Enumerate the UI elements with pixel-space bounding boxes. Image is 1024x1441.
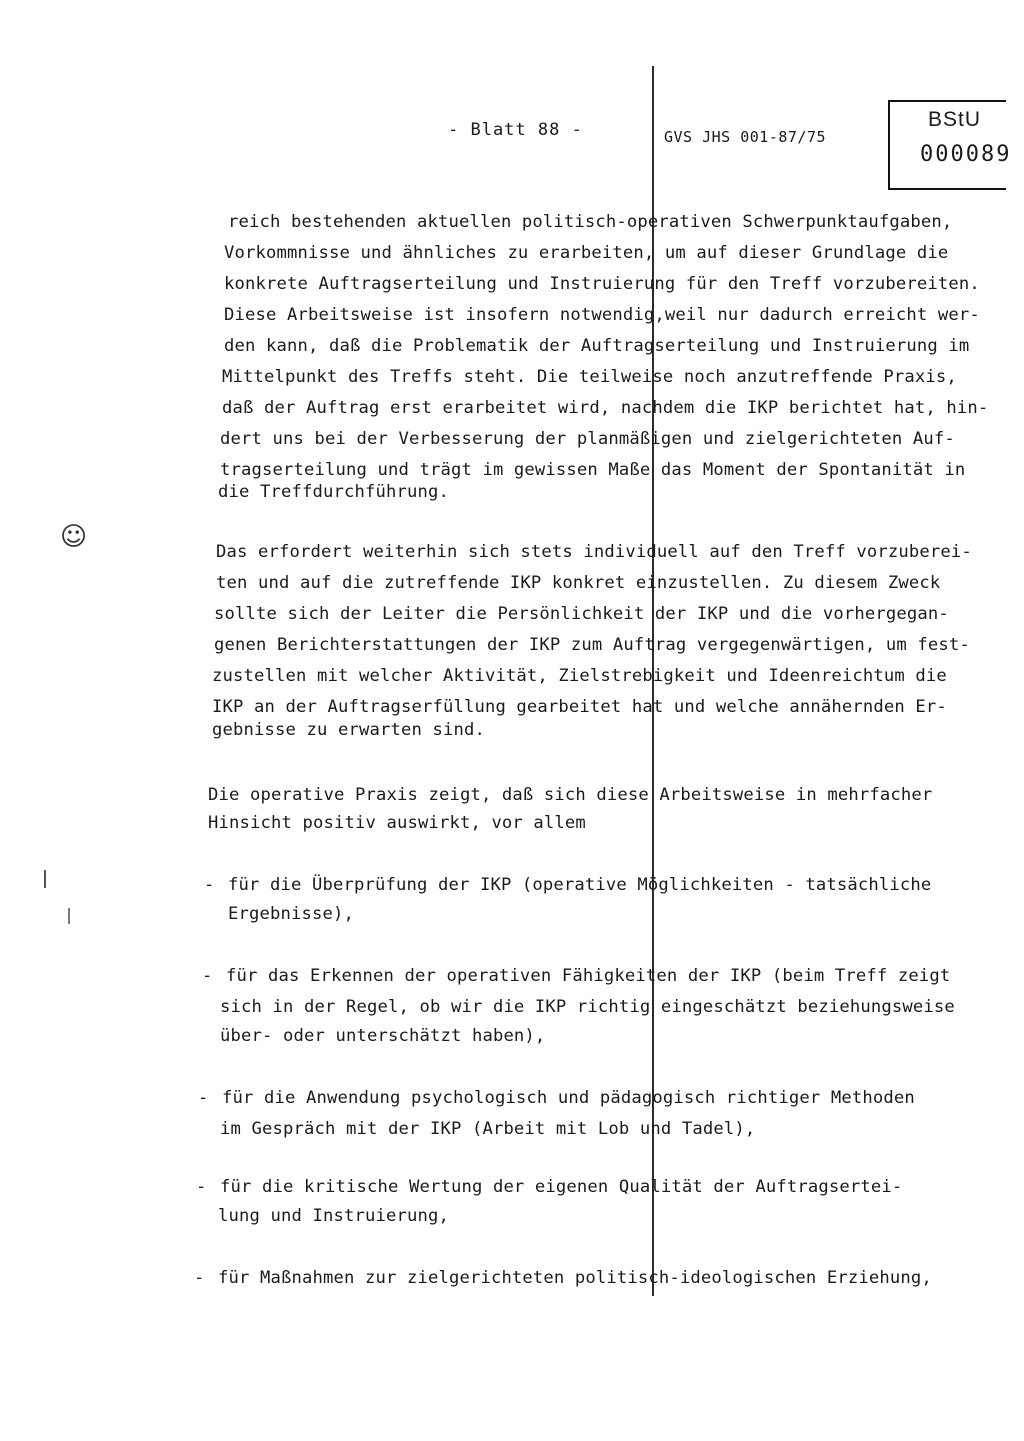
bullet-text: sich in der Regel, ob wir die IKP richtig eingeschätzt beziehungsweise xyxy=(220,997,955,1017)
text-line: daß der Auftrag erst erarbeitet wird, nachdem die IKP berichtet hat, hin- xyxy=(222,398,989,418)
text-line: Vorkommnisse und ähnliches zu erarbeiten, um auf dieser Grundlage die xyxy=(224,243,949,263)
text-line: gebnisse zu erwarten sind. xyxy=(212,720,485,740)
bullet-text: für die kritische Wertung der eigenen Qualität der Auftragsertei- xyxy=(220,1177,903,1197)
stamp-agency: BStU xyxy=(928,108,982,131)
page-number: - Blatt 88 - xyxy=(448,120,583,140)
text-line: IKP an der Auftragserfüllung gearbeitet hat und welche annähernden Er- xyxy=(212,697,947,717)
bullet-text: für Maßnahmen zur zielgerichteten politisch-ideologischen Erziehung, xyxy=(218,1268,932,1288)
bullet-text: lung und Instruierung, xyxy=(218,1206,449,1226)
text-line: genen Berichterstattungen der IKP zum Auftrag vergegenwärtigen, um fest- xyxy=(214,635,970,655)
bullet-text: Ergebnisse), xyxy=(228,904,354,924)
text-line: Das erfordert weiterhin sich stets individuell auf den Treff vorzuberei- xyxy=(216,542,972,562)
text-line: den kann, daß die Problematik der Auftragserteilung und Instruierung im xyxy=(224,336,970,356)
text-line: sollte sich der Leiter die Persönlichkeit der IKP und die vorhergegan- xyxy=(214,604,949,624)
margin-tick-mark xyxy=(68,908,70,924)
text-line: die Treffdurchführung. xyxy=(218,482,449,502)
bullet-marker: - xyxy=(196,1177,207,1197)
text-line: ten und auf die zutreffende IKP konkret einzustellen. Zu diesem Zweck xyxy=(216,573,941,593)
bullet-marker: - xyxy=(194,1268,205,1288)
bullet-text: im Gespräch mit der IKP (Arbeit mit Lob und Tadel), xyxy=(220,1119,756,1139)
archive-stamp xyxy=(888,100,1012,190)
text-line: Mittelpunkt des Treffs steht. Die teilweise noch anzutreffende Praxis, xyxy=(222,367,957,387)
text-line: Die operative Praxis zeigt, daß sich diese Arbeitsweise in mehrfacher xyxy=(208,785,933,805)
bullet-marker: - xyxy=(198,1088,209,1108)
bullet-text: für das Erkennen der operativen Fähigkeiten der IKP (beim Treff zeigt xyxy=(226,966,951,986)
text-line: dert uns bei der Verbesserung der planmäßigen und zielgerichteten Auf- xyxy=(220,429,955,449)
bullet-marker: - xyxy=(204,875,215,895)
text-line: reich bestehenden aktuellen politisch-operativen Schwerpunktaufgaben, xyxy=(228,212,953,232)
stamp-number: 000089 xyxy=(920,142,1012,167)
text-line: Diese Arbeitsweise ist insofern notwendig,weil nur dadurch erreicht wer- xyxy=(224,305,980,325)
text-line: konkrete Auftragserteilung und Instruierung für den Treff vorzubereiten. xyxy=(224,274,980,294)
document-reference: GVS JHS 001-87/75 xyxy=(664,128,827,146)
bullet-marker: - xyxy=(202,966,213,986)
bullet-text: für die Überprüfung der IKP (operative Möglichkeiten - tatsächliche xyxy=(228,875,932,895)
text-line: Hinsicht positiv auswirkt, vor allem xyxy=(208,813,586,833)
bullet-text: für die Anwendung psychologisch und pädagogisch richtiger Methoden xyxy=(222,1088,915,1108)
bullet-text: über- oder unterschätzt haben), xyxy=(220,1026,546,1046)
text-line: zustellen mit welcher Aktivität, Zielstrebigkeit und Ideenreichtum die xyxy=(212,666,947,686)
margin-tick-mark xyxy=(44,870,46,888)
text-line: tragserteilung und trägt im gewissen Maße das Moment der Spontanität in xyxy=(220,460,966,480)
margin-punch-mark: ☺ xyxy=(60,522,88,552)
